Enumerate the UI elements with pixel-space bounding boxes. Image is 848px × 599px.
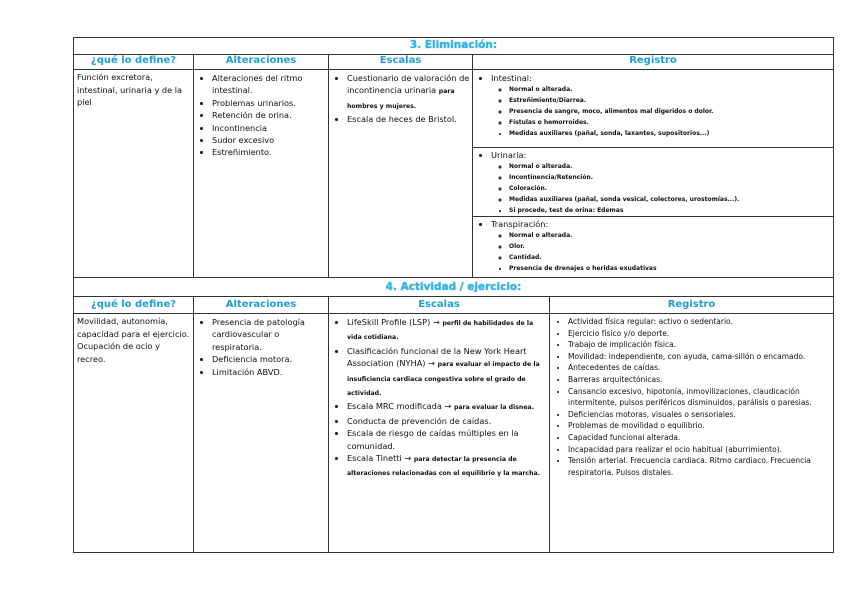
list-item: • Barreras arquitectónicas. [568, 374, 833, 386]
list-item: • Tensión arterial. Frecuencia cardiaca. Ritmo cardiaco. Frecuencia respiratoria. Pulsos distales. [568, 455, 833, 478]
list-item: • Cansancio excesivo, hipotonía, inmovilizaciones, claudicación intermitente, pulsos periféricos disminuidos, parálisis o paresias. [568, 386, 833, 409]
sec3-header-alteraciones: Alteraciones [194, 54, 329, 70]
escala-main: Escala Tinetti → [347, 453, 412, 464]
list-item: ◦ Fístulas o hemorroides. [509, 117, 833, 128]
registro-intestinal-label: • Intestinal: [491, 72, 833, 84]
list-item [347, 345, 549, 401]
list-item: • Movilidad: independiente, con ayuda, cama-sillón o encamado. [568, 351, 833, 363]
list-item: • Escala de heces de Bristol. [347, 113, 472, 125]
list-item: • Limitación ABVD. [212, 366, 328, 378]
section-3-title: 3. Eliminación: [74, 38, 833, 55]
list-item: ◦ Medidas auxiliares (pañal, sonda vesical, colectores, urostomías...). [509, 194, 833, 205]
list-item: • Presencia de drenajes o heridas exudativas [509, 263, 833, 274]
escala-note: para evaluar la disnea. [453, 404, 535, 412]
list-item [347, 415, 549, 427]
list-item: ◦ Estreñimiento/Diarrea. [509, 95, 833, 106]
registro-urinaria-label: • Urinaria: [491, 149, 833, 161]
list-item: • Si procede, test de orina: Edemas [509, 205, 833, 216]
list-item: ◦ Normal o alterada. [509, 230, 833, 241]
list-item: • Presencia de patología cardiovascular o respiratoria. [212, 316, 328, 353]
list-item: ◦ Coloración. [509, 183, 833, 194]
sec3-escalas-cell [329, 70, 473, 278]
list-item: • Deficiencia motora. [212, 353, 328, 365]
sec3-define-cell: Función excretora, intestinal, urinaria y de la piel [74, 70, 194, 278]
sec4-header-registro: Registro [550, 296, 833, 314]
escala-main: Conducta de prevención de caídas. [347, 415, 492, 426]
care-table [73, 37, 834, 553]
sec3-alteraciones-cell [194, 70, 329, 278]
list-item: • Incontinencia [212, 122, 328, 134]
list-item [347, 72, 472, 113]
list-item [347, 316, 549, 345]
registro-transpiracion-label: • Transpiración: [491, 218, 833, 230]
list-item: ◦ Presencia de sangre, moco, alimentos mal digeridos o dolor. [509, 106, 833, 117]
escala-main: Escala de riesgo de caídas múltiples en la comunidad. [347, 428, 519, 451]
sec4-header-define: ¿qué lo define? [74, 296, 194, 314]
list-item: • Antecedentes de caídas. [568, 362, 833, 374]
list-item: ◦ Normal o alterada. [509, 161, 833, 172]
escala-note: para evaluar el impacto de la insuficiencia cardiaca congestiva sobre el grado de actividad. [347, 361, 540, 398]
registro-urinaria [473, 148, 833, 217]
define-text-2: Ocupación de ocio y recreo. [77, 341, 161, 364]
sec4-header-escalas: Escalas [329, 296, 550, 314]
list-item: • Deficiencias motoras, visuales o sensoriales. [568, 409, 833, 421]
sec3-header-escalas: Escalas [329, 54, 473, 70]
sec4-define-cell [74, 314, 194, 552]
sec3-header-registro: Registro [473, 54, 833, 70]
escala-note: para hombres y mujeres. [347, 88, 455, 110]
escala-main: Cuestionario de valoración de incontinencia urinaria [347, 73, 470, 96]
list-item: • Medidas auxiliares (pañal, sonda, laxantes, supositorios...) [509, 128, 833, 139]
list-item: ◦ Normal o alterada. [509, 84, 833, 95]
list-item: • Capacidad funcional alterada. [568, 432, 833, 444]
list-item [347, 427, 549, 452]
registro-intestinal [473, 70, 833, 148]
sec4-header-alteraciones: Alteraciones [194, 296, 329, 314]
sec3-header-define: ¿qué lo define? [74, 54, 194, 70]
list-item: • Sudor excesivo [212, 134, 328, 146]
list-item [347, 400, 549, 414]
list-item: ◦ Olor. [509, 241, 833, 252]
list-item: • Estreñimiento. [212, 146, 328, 158]
escala-main: Clasificación funcional de la New York Heart Association (NYHA) → [347, 345, 527, 369]
list-item: ◦ Cantidad. [509, 252, 833, 263]
list-item: • Incapacidad para realizar el ocio habitual (aburrimiento). [568, 444, 833, 456]
define-text-1: Movilidad, autonomía, capacidad para el ejercicio. [77, 316, 190, 339]
list-item [347, 452, 549, 481]
escala-note: perfil de habilidades de la vida cotidiana. [347, 320, 534, 342]
escala-main: Escala MRC modificada → [347, 401, 452, 412]
list-item: • Trabajo de implicación física. [568, 339, 833, 351]
list-item: • Actividad física regular: activo o sedentario. [568, 316, 833, 328]
sec4-alteraciones-cell [194, 314, 329, 552]
section-4-title: 4. Actividad / ejercicio: [74, 278, 833, 297]
registro-transpiracion [473, 217, 833, 278]
list-item: • Retención de orina. [212, 109, 328, 121]
list-item: • Problemas de movilidad o equilibrio. [568, 420, 833, 432]
list-item: • Problemas urinarios. [212, 97, 328, 109]
list-item: ◦ Incontinencia/Retención. [509, 172, 833, 183]
escala-main: LifeSkill Profile (LSP) → [347, 317, 440, 327]
list-item: • Alteraciones del ritmo intestinal. [212, 72, 328, 97]
sec4-registro-cell [550, 314, 833, 552]
escala-note: para detectar la presencia de alteraciones relacionadas con el equilibrio y la marcha. [347, 456, 541, 478]
sec4-escalas-cell [329, 314, 550, 552]
list-item: • Ejercicio físico y/o deporte. [568, 328, 833, 340]
